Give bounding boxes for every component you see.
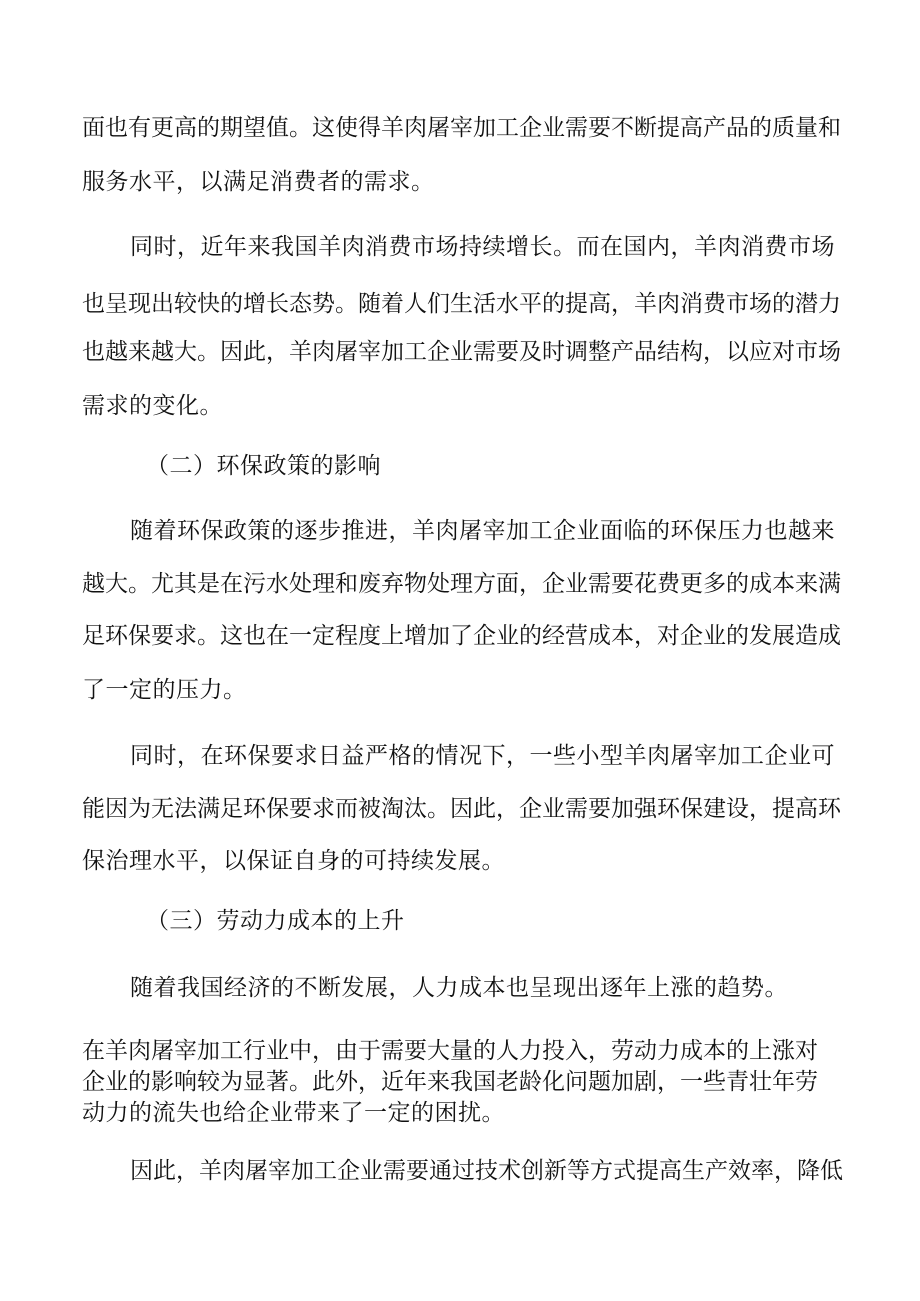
paragraph-line: 同时，近年来我国羊肉消费市场持续增长。而在国内，羊肉消费市场 [130, 234, 835, 260]
paragraph-line: 了一定的压力。 [82, 677, 247, 703]
paragraph-line: 足环保要求。这也在一定程度上增加了企业的经营成本，对企业的发展造成 [82, 623, 841, 649]
paragraph-line: 随着环保政策的逐步推进，羊肉屠宰加工企业面临的环保压力也越来 [130, 518, 835, 544]
paragraph-line: 因此，羊肉屠宰加工企业需要通过技术创新等方式提高生产效率，降低 [130, 1158, 843, 1184]
paragraph-line: 随着我国经济的不断发展，人力成本也呈现出逐年上涨的趋势。 [130, 975, 788, 1001]
paragraph-line: 也越来越大。因此，羊肉屠宰加工企业需要及时调整产品结构，以应对市场 [82, 339, 841, 365]
paragraph-line: 在羊肉屠宰加工行业中，由于需要大量的人力投入，劳动力成本的上涨对 [82, 1038, 818, 1064]
section-heading: （三）劳动力成本的上升 [146, 908, 405, 934]
paragraph-line: 保治理水平，以保证自身的可持续发展。 [82, 848, 505, 874]
paragraph-line: 企业的影响较为显著。此外，近年来我国老龄化问题加剧，一些青壮年劳 [82, 1069, 818, 1095]
paragraph-line: 同时，在环保要求日益严格的情况下，一些小型羊肉屠宰加工企业可 [130, 743, 835, 769]
paragraph-line: 也呈现出较快的增长态势。随着人们生活水平的提高，羊肉消费市场的潜力 [82, 291, 841, 317]
paragraph-line: 面也有更高的期望值。这使得羊肉屠宰加工企业需要不断提高产品的质量和 [82, 115, 841, 141]
paragraph-line: 越大。尤其是在污水处理和废弃物处理方面，企业需要花费更多的成本来满 [82, 571, 841, 597]
paragraph-line: 能因为无法满足环保要求而被淘汰。因此，企业需要加强环保建设，提高环 [82, 796, 841, 822]
paragraph-line: 需求的变化。 [82, 393, 223, 419]
paragraph-line: 动力的流失也给企业带来了一定的困扰。 [82, 1100, 505, 1126]
paragraph-line: 服务水平，以满足消费者的需求。 [82, 169, 435, 195]
section-heading: （二）环保政策的影响 [146, 453, 381, 479]
